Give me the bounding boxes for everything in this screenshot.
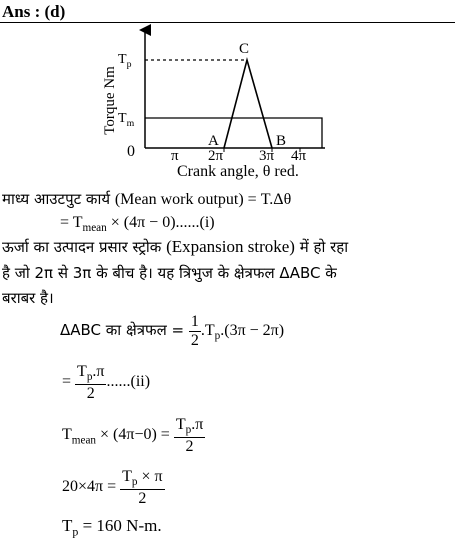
tp-label: $T_p$ (118, 52, 132, 70)
equation-1: = $T_{mean} \times (4\pi - 0)......(i)$ (60, 214, 215, 235)
y-axis-label: Torque Nm (101, 66, 118, 135)
paragraph-line-2: है जो 2π से 3π के बीच है। यह त्रिभुज के क्षेत्रफल ΔABC के (2, 264, 337, 282)
point-a-label: A (208, 133, 219, 149)
tick-label-3pi: 3π (259, 148, 275, 164)
fraction-tp-pi: $\frac{T_p.\pi}{2}$ (77, 363, 105, 402)
answer-label: Ans : (d) (2, 2, 66, 21)
origin-label: 0 (127, 143, 135, 160)
area-equation: ΔABC का क्षेत्रफल = $\frac{1}{2}$ $.T_p.(3\pi - 2\pi)$ (60, 313, 285, 349)
tick-label-pi: π (171, 148, 179, 164)
point-b-label: B (276, 133, 287, 149)
tick-label-2pi: 2π (208, 148, 224, 164)
fraction-tp-pi-2: $\frac{T_p.\pi}{2}$ (175, 416, 204, 455)
equation-3: $T_{mean} \times (4\pi-0)$ = $\frac{T_p.\pi}{2}$ (62, 416, 204, 455)
equation-2: = $\frac{T_p.\pi}{2}$ ......(ii) (62, 363, 151, 402)
tm-label: $T_m$ (118, 111, 135, 129)
torque-crank-diagram (0, 0, 455, 190)
paragraph-line-1: ऊर्जा का उत्पादन प्रसार स्ट्रोक (Expansion stroke) में हो रहा (2, 237, 349, 256)
fraction-tp-times-pi: $\frac{T_p \times \pi}{2}$ (122, 468, 163, 507)
final-answer: $T_p = 160$ N-m. (62, 516, 162, 539)
paragraph-line-3: बराबर है। (2, 289, 54, 307)
fraction-half: $\frac{1}{2}$ (190, 313, 199, 349)
tick-label-4pi: 4π (291, 148, 307, 164)
mean-work-line: माध्य आउटपुट कार्य (Mean work output) = T.Δθ (2, 190, 292, 208)
x-axis-label: Crank angle, θ red. (177, 163, 299, 180)
equation-4: 20×4π = $\frac{T_p \times \pi}{2}$ (62, 468, 163, 507)
tm-rectangle (145, 118, 322, 148)
point-c-label: C (239, 41, 250, 57)
triangle-abc (224, 60, 272, 148)
